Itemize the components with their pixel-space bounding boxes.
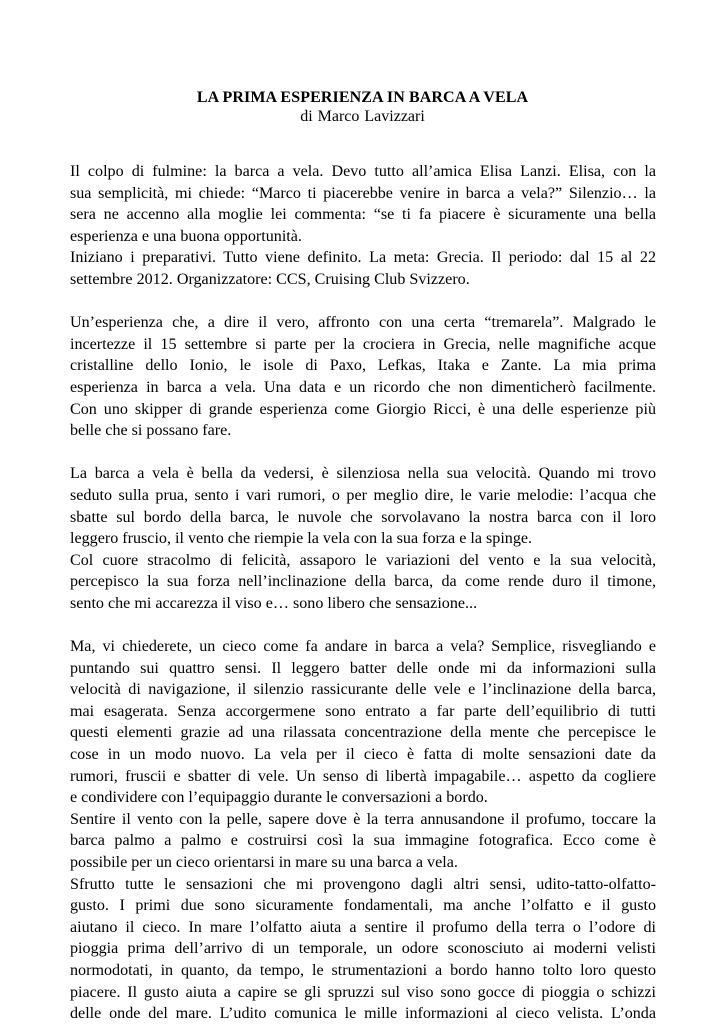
text-line: sera ne accenno alla moglie lei commenta: “se ti fa piacere è sicuramente una bella xyxy=(70,206,656,224)
text-line: belle che si possano fare. xyxy=(70,422,232,440)
paragraph xyxy=(70,161,656,291)
text-line: pioggia prima dell’arrivo di un temporale, un odore sconosciuto ai moderni velisti xyxy=(70,940,656,958)
text-line: questi elementi grazie ad una rilassata concentrazione della mente che percepisce le xyxy=(70,724,656,742)
text-line: possibile per un cieco orientarsi in mare su una barca a vela. xyxy=(70,854,458,871)
text-line: cristalline dello Ionio, le isole di Paxo, Lefkas, Itaka e Zante. La mia prima xyxy=(70,357,656,375)
paragraph xyxy=(70,312,656,442)
document-title: LA PRIMA ESPERIENZA IN BARCA A VELA xyxy=(196,89,529,106)
text-line: aiutano il cieco. In mare l’olfatto aiuta a sentire il profumo della terra o l’odore di xyxy=(70,918,656,936)
text-line: Il colpo di fulmine: la barca a vela. Devo tutto all’amica Elisa Lanzi. Elisa, con la xyxy=(70,163,656,180)
text-line: Iniziano i preparativi. Tutto viene definito. La meta: Grecia. Il periodo: dal 15 al 22 xyxy=(70,249,656,267)
text-line: piacere. Il gusto aiuta a capire se gli spruzzi sul viso sono gocce di pioggia o schizzi xyxy=(70,983,656,1001)
text-line: Un’esperienza che, a dire il vero, affronto con una certa “tremarela”. Malgrado le xyxy=(70,314,656,332)
text-line: cose in un modo nuovo. La vela per il cieco è fatta di molte sensazioni date da xyxy=(70,746,656,764)
text-line: normodotati, in quanto, da tempo, le strumentazioni a bordo hanno tolto loro questo xyxy=(70,961,656,979)
document-body xyxy=(70,161,656,1025)
text-line: seduto sulla prua, sento i vari rumori, o per meglio dire, le varie melodie: l’acqua che xyxy=(70,486,656,504)
text-line: esperienza e una buona opportunità. xyxy=(70,227,302,245)
text-line: delle onde del mare. L’udito comunica le mille informazioni al cieco velista. L’onda xyxy=(70,1005,656,1023)
text-line: sua semplicità, mi chiede: “Marco ti piacerebbe venire in barca a vela?” Silenzio… la xyxy=(70,184,656,202)
text-line: barca palmo a palmo e costruirsi così la sua immagine fotografica. Ecco come è xyxy=(70,832,656,850)
text-line: percepisco la sua forza nell’inclinazione della barca, da come rende duro il timone, xyxy=(70,573,656,591)
document-author: di Marco Lavizzari xyxy=(300,108,425,125)
text-line: mai esagerata. Senza accorgermene sono entrato a far parte dell’equilibrio di tutti xyxy=(70,702,656,720)
text-line: incertezze il 15 settembre si parte per la crociera in Grecia, nelle magnifiche acque xyxy=(70,335,656,353)
paragraph xyxy=(70,636,656,1025)
text-line: esperienza in barca a vela. Una data e un ricordo che non dimenticherò facilmente. xyxy=(70,378,656,396)
text-line: Sentire il vento con la pelle, sapere dove è la terra annusandone il profumo, toccare la xyxy=(70,810,656,828)
text-line: velocità di navigazione, il silenzio rassicurante delle vele e l’inclinazione della barca, xyxy=(70,681,656,699)
text-line: rumori, fruscii e sbatter di vele. Un senso di libertà impagabile… aspetto da cogliere xyxy=(70,767,656,785)
text-line: gusto. I primi due sono sicuramente fondamentali, ma anche l’olfatto e il gusto xyxy=(70,897,656,915)
text-line: sbatte sul bordo della barca, le nuvole che sorvolavano la nostra barca con il loro xyxy=(70,508,656,526)
text-line: La barca a vela è bella da vedersi, è silenziosa nella sua velocità. Quando mi trovo xyxy=(70,465,656,483)
text-line: puntando sui quattro sensi. Il leggero batter delle onde mi da informazioni sulla xyxy=(70,659,656,677)
text-line: Con uno skipper di grande esperienza come Giorgio Ricci, è una delle esperienze più xyxy=(70,400,656,418)
paragraph xyxy=(70,463,656,614)
text-line: leggero fruscio, il vento che riempie la vela con la sua forza e la spinge. xyxy=(70,530,533,548)
text-line: Sfrutto tutte le sensazioni che mi provengono dagli altri sensi, udito-tatto-olfatto- xyxy=(70,875,656,893)
text-line: sento che mi accarezza il viso e… sono libero che sensazione... xyxy=(70,594,478,612)
text-line: Ma, vi chiederete, un cieco come fa andare in barca a vela? Semplice, risvegliando e xyxy=(70,638,656,656)
text-line: e condividere con l’equipaggio durante le conversazioni a bordo. xyxy=(70,789,488,807)
text-line: settembre 2012. Organizzatore: CCS, Cruising Club Svizzero. xyxy=(70,270,470,288)
text-line: Col cuore stracolmo di felicità, assaporo le variazioni del vento e la sua velocità, xyxy=(70,551,656,569)
